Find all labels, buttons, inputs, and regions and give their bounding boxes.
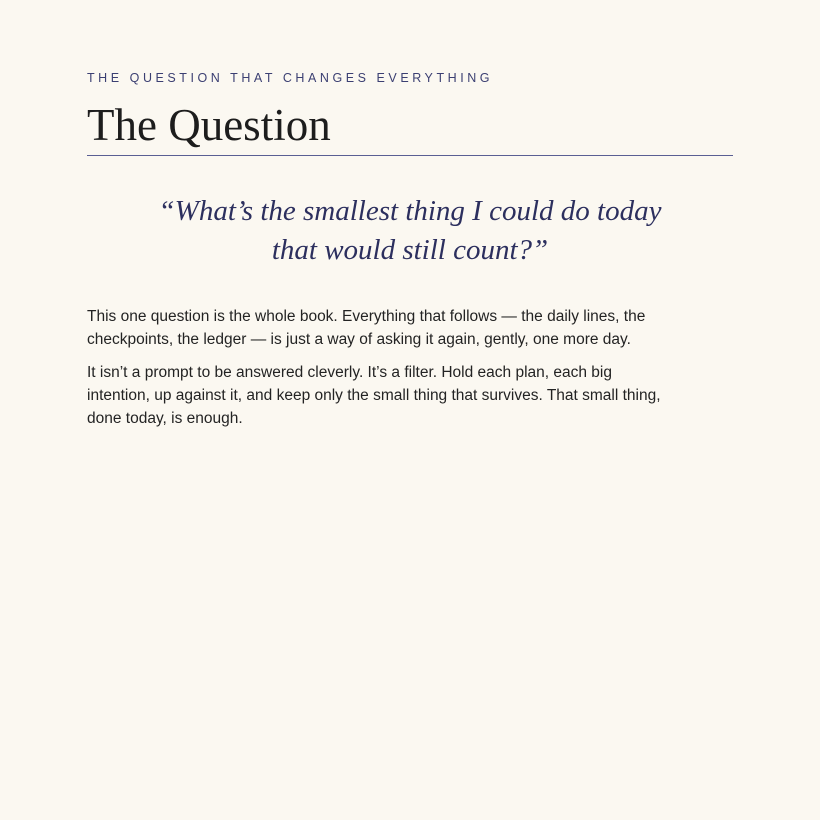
pull-quote-line: “What’s the smallest thing I could do today	[158, 195, 662, 227]
body-paragraph	[87, 305, 687, 351]
pull-quote	[87, 192, 733, 270]
paragraph-line: This one question is the whole book. Everything that follows — the daily lines, the	[87, 308, 646, 325]
body-paragraph	[87, 361, 687, 430]
paragraph-line: It isn’t a prompt to be answered cleverly. It’s a filter. Hold each plan, each big	[87, 364, 612, 381]
pull-quote-line: that would still count?”	[271, 234, 549, 266]
paragraph-line: checkpoints, the ledger — is just a way of asking it again, gently, one more day.	[87, 331, 631, 348]
section-eyebrow: THE QUESTION THAT CHANGES EVERYTHING	[87, 71, 494, 85]
paragraph-line: done today, is enough.	[87, 410, 243, 427]
page-title: The Question	[87, 100, 331, 150]
paragraph-line: intention, up against it, and keep only the small thing that survives. That small thing,	[87, 387, 661, 404]
title-divider	[87, 155, 733, 156]
